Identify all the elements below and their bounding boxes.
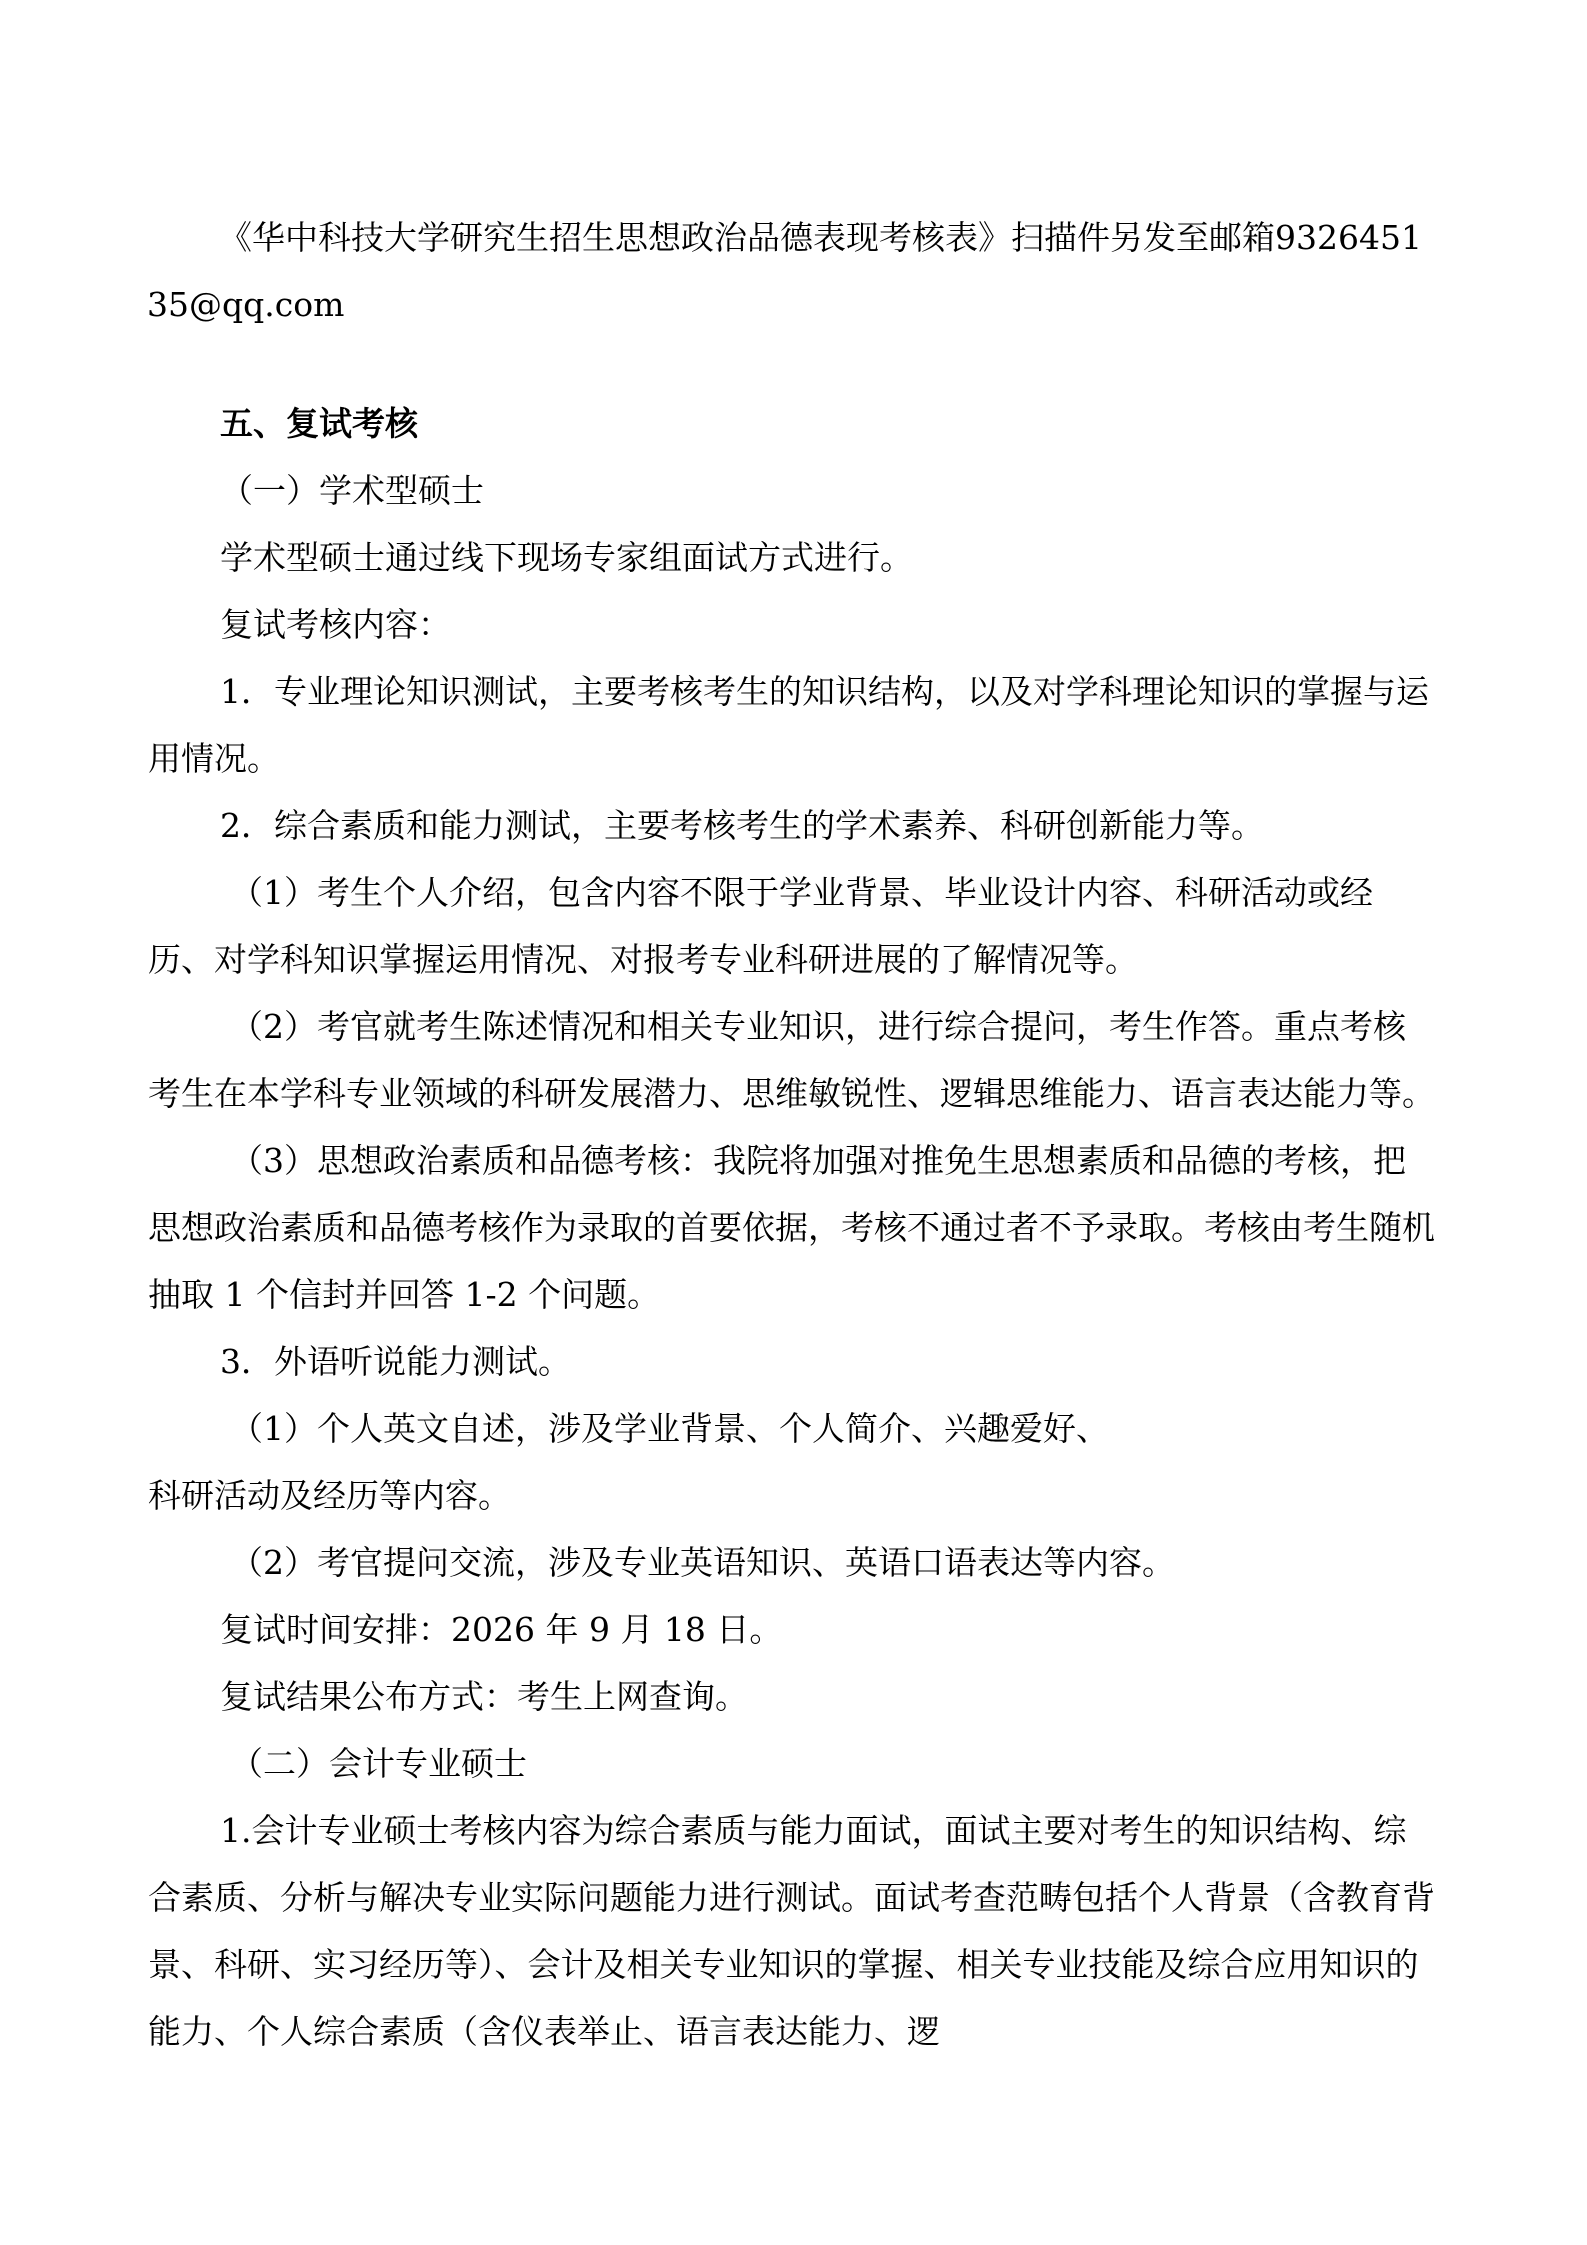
paragraph-email-notice: 《华中科技大学研究生招生思想政治品德表现考核表》扫描件另发至邮箱932645135@qq.com [147,218,1422,324]
paragraph-accounting-content: 1.会计专业硕士考核内容为综合素质与能力面试，面试主要对考生的知识结构、综合素质、分析与解决专业实际问题能力进行测试。面试考查范畴包括个人背景（含教育背景、科研、实习经历等）、会计及相关专业知识的掌握、相关专业技能及综合应用知识的能力、个人综合素质（含仪表举止、语言表达能力、逻 [148,1811,1435,2051]
paragraph-item-3-1-continued: 科研活动及经历等内容。 [148,1476,511,1515]
paragraph-item-3-2: （2）考官提问交流，涉及专业英语知识、英语口语表达等内容。 [230,1543,1175,1582]
paragraph-item-3-1: （1）个人英文自述，涉及学业背景、个人简介、兴趣爱好、 [230,1409,1109,1448]
paragraph-academic-method: 学术型硕士通过线下现场专家组面试方式进行。 [220,538,913,577]
paragraph-result-announcement: 复试结果公布方式：考生上网查询。 [220,1677,748,1716]
subheading-academic-master: （一）学术型硕士 [220,471,484,510]
paragraph-retest-schedule: 复试时间安排：2026 年 9 月 18 日。 [220,1610,783,1649]
paragraph-item-2-2: （2）考官就考生陈述情况和相关专业知识，进行综合提问，考生作答。重点考核考生在本学科专业领域的科研发展潜力、思维敏锐性、逻辑思维能力、语言表达能力等。 [148,1007,1435,1113]
subheading-accounting-master: （二）会计专业硕士 [230,1744,527,1783]
paragraph-gap [148,338,1438,390]
paragraph-item-2-1: （1）考生个人介绍，包含内容不限于学业背景、毕业设计内容、科研活动或经历、对学科知识掌握运用情况、对报考专业科研进展的了解情况等。 [148,873,1373,979]
paragraph-retest-content-label: 复试考核内容： [220,605,451,644]
paragraph-item-3: 3．外语听说能力测试。 [220,1342,571,1381]
document-body [148,204,1438,2065]
paragraph-item-2-3: （3）思想政治素质和品德考核：我院将加强对推免生思想素质和品德的考核，把思想政治素质和品德考核作为录取的首要依据，考核不通过者不予录取。考核由考生随机抽取 1 个信封并回答 1-2 个问题。 [148,1141,1435,1314]
section-heading-retest: 五、复试考核 [220,404,418,443]
paragraph-item-1: 1．专业理论知识测试，主要考核考生的知识结构，以及对学科理论知识的掌握与运用情况。 [148,672,1429,778]
paragraph-item-2: 2．综合素质和能力测试，主要考核考生的学术素养、科研创新能力等。 [220,806,1264,845]
